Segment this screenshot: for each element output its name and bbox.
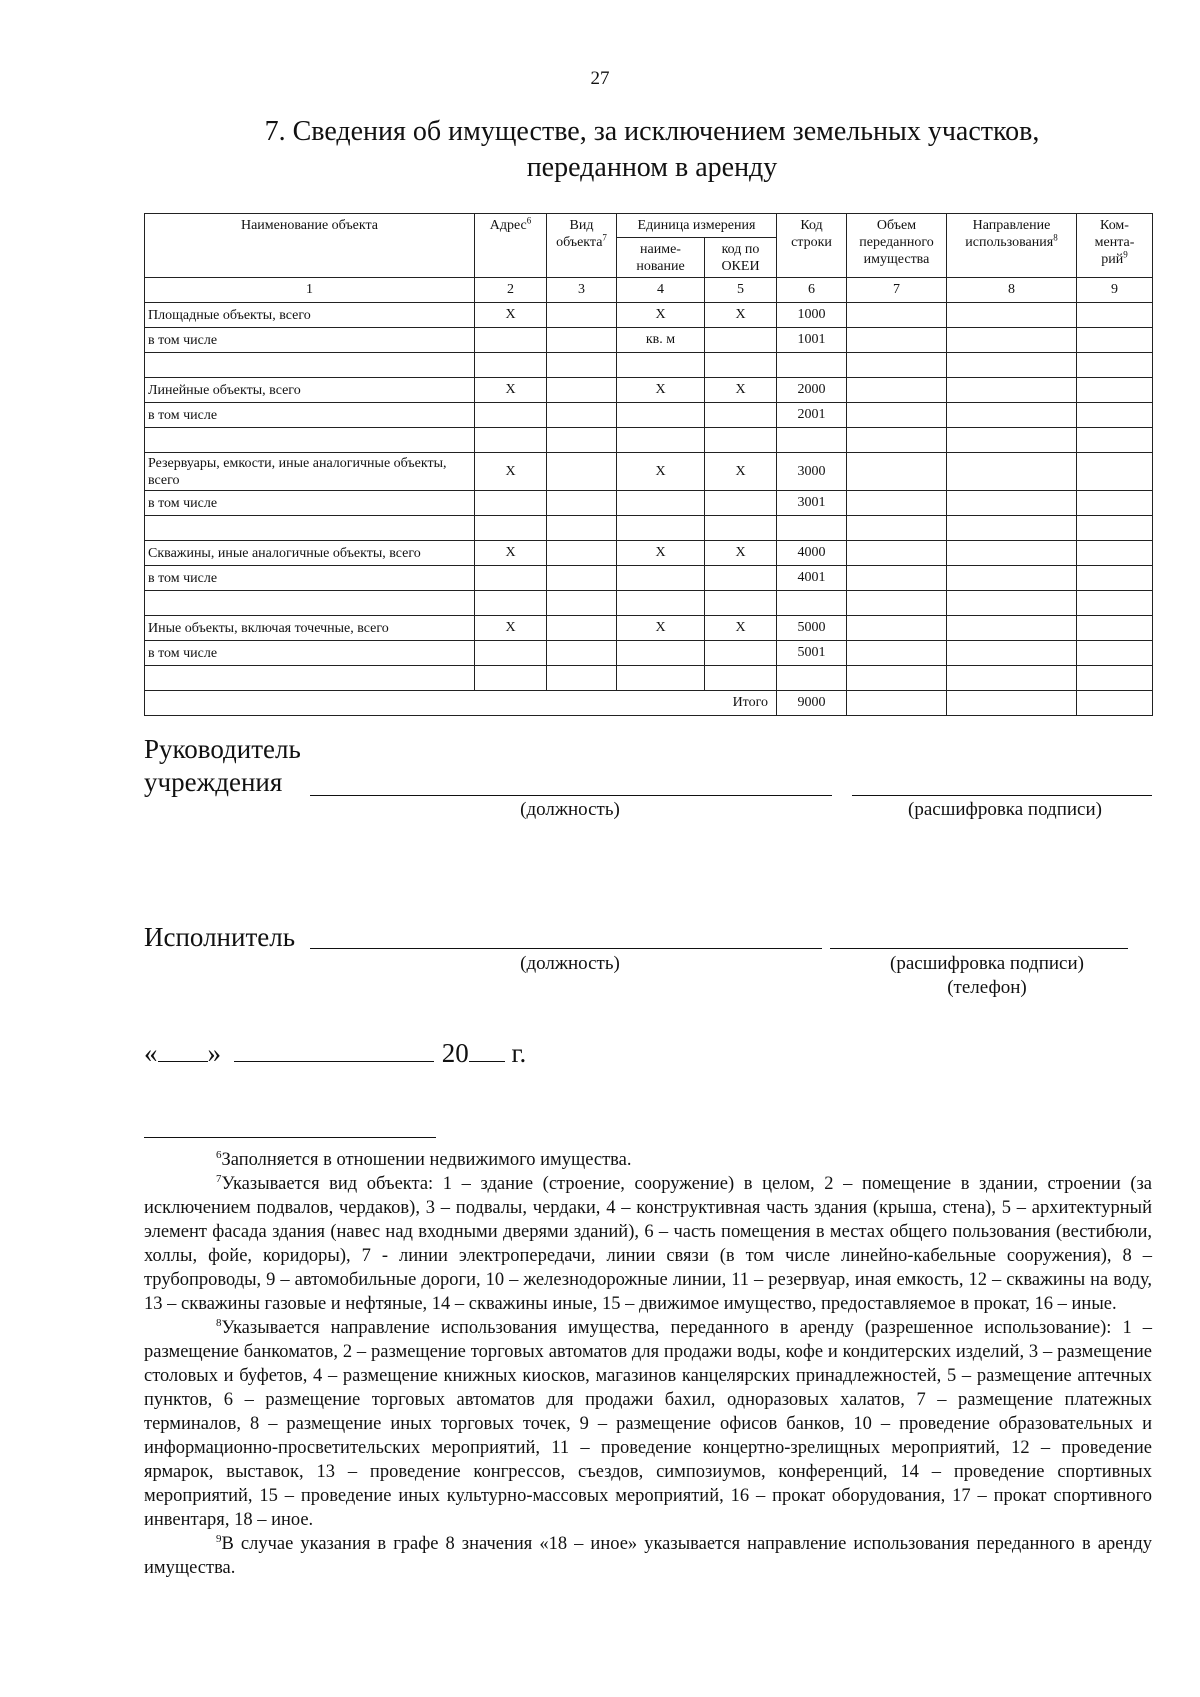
unit-name-cell: X — [617, 541, 705, 566]
executor-position-line[interactable] — [310, 948, 822, 949]
row-code-cell — [777, 666, 847, 691]
head-decoding-caption: (расшифровка подписи) — [908, 799, 1102, 820]
table-cell[interactable] — [947, 328, 1077, 353]
footnotes — [144, 1148, 1152, 1580]
table-cell[interactable] — [847, 591, 947, 616]
unit-code-cell — [705, 566, 777, 591]
table-row — [145, 328, 1153, 353]
table-cell[interactable] — [1077, 328, 1153, 353]
object-type-cell — [547, 491, 617, 516]
row-code-cell: 3000 — [777, 453, 847, 491]
address-cell — [475, 353, 547, 378]
unit-name-cell — [617, 666, 705, 691]
header-comment: Ком- мента- рий$^9$ — [1077, 214, 1153, 278]
object-name-cell: в том числе — [145, 328, 475, 353]
executor-decoding-caption: (расшифровка подписи) — [890, 953, 1084, 974]
header-object-type: Вид объекта$^7$ — [547, 214, 617, 278]
table-cell[interactable] — [947, 428, 1077, 453]
unit-name-cell — [617, 353, 705, 378]
object-type-cell — [547, 541, 617, 566]
unit-code-cell — [705, 428, 777, 453]
row-code-cell: 4001 — [777, 566, 847, 591]
month-blank[interactable] — [234, 1035, 434, 1062]
address-cell — [475, 641, 547, 666]
unit-name-cell — [617, 428, 705, 453]
table-cell[interactable] — [847, 566, 947, 591]
table-cell[interactable] — [947, 616, 1077, 641]
unit-name-cell — [617, 491, 705, 516]
table-cell[interactable] — [847, 403, 947, 428]
header-unit: Единица измерения — [617, 214, 777, 238]
column-number: 2 — [475, 278, 547, 303]
object-name-cell: в том числе — [145, 403, 475, 428]
unit-name-cell: X — [617, 303, 705, 328]
object-name-cell — [145, 353, 475, 378]
unit-code-cell — [705, 403, 777, 428]
unit-name-cell — [617, 591, 705, 616]
column-number: 1 — [145, 278, 475, 303]
table-row — [145, 403, 1153, 428]
object-type-cell — [547, 616, 617, 641]
day-blank[interactable] — [158, 1035, 208, 1062]
unit-name-cell: X — [617, 453, 705, 491]
object-type-cell — [547, 516, 617, 541]
table-cell[interactable] — [947, 378, 1077, 403]
unit-name-cell: X — [617, 378, 705, 403]
table-row — [145, 591, 1153, 616]
table-cell[interactable] — [1077, 378, 1153, 403]
object-name-cell: Площадные объекты, всего — [145, 303, 475, 328]
object-name-cell: в том числе — [145, 641, 475, 666]
object-type-cell — [547, 641, 617, 666]
table-cell[interactable] — [1077, 303, 1153, 328]
table-row — [145, 666, 1153, 691]
unit-code-cell — [705, 641, 777, 666]
date-close-quote: » — [207, 1038, 221, 1068]
total-row — [145, 691, 1153, 716]
table-cell[interactable] — [947, 566, 1077, 591]
unit-code-cell — [705, 591, 777, 616]
table-row — [145, 616, 1153, 641]
unit-name-cell — [617, 566, 705, 591]
table-row — [145, 566, 1153, 591]
address-cell: X — [475, 616, 547, 641]
table-cell[interactable] — [847, 491, 947, 516]
head-label-line-2: учреждения — [144, 767, 283, 797]
property-table — [144, 213, 1153, 716]
executor-signature-decoding-line[interactable] — [830, 948, 1128, 949]
table-cell[interactable] — [947, 491, 1077, 516]
column-number: 5 — [705, 278, 777, 303]
address-cell — [475, 516, 547, 541]
unit-code-cell — [705, 516, 777, 541]
footnote-9: $^9$В случае указания в графе 8 значения «18 – иное» указывается направление использования переданного в аренду имущества. — [144, 1532, 1152, 1578]
column-number: 7 — [847, 278, 947, 303]
executor-position-caption: (должность) — [520, 953, 620, 974]
table-cell[interactable] — [1077, 641, 1153, 666]
table-cell[interactable] — [847, 666, 947, 691]
table-row — [145, 491, 1153, 516]
object-type-cell — [547, 378, 617, 403]
table-cell[interactable] — [947, 591, 1077, 616]
total-code: 9000 — [777, 691, 847, 716]
date-line — [144, 1035, 526, 1069]
header-name: Наименование объекта — [145, 214, 475, 278]
address-cell — [475, 403, 547, 428]
object-name-cell: Резервуары, емкости, иные аналогичные объекты, всего — [145, 453, 475, 491]
row-code-cell: 5001 — [777, 641, 847, 666]
object-type-cell — [547, 303, 617, 328]
date-open-quote: « — [144, 1038, 158, 1068]
table-row — [145, 541, 1153, 566]
table-cell[interactable] — [947, 541, 1077, 566]
table-cell[interactable] — [947, 641, 1077, 666]
address-cell: X — [475, 378, 547, 403]
unit-code-cell — [705, 328, 777, 353]
table-cell[interactable] — [1077, 691, 1153, 716]
object-type-cell — [547, 428, 617, 453]
object-type-cell — [547, 353, 617, 378]
footnote-8: $^8$Указывается направление использования имущества, переданного в аренду (разрешенное использование): 1 – размещение банкоматов, 2 – размещение торговых автоматов для продажи воды, кофе и кондитерских изделий, 3 – размещение столовых и буфетов, 4 – размещение книжных киосков, магазинов канцелярских принадлежностей, 5 – размещение аптечных пунктов, 6 – размещение торговых автоматов для продажи бахил, одноразовых халатов, 7 – размещение платежных терминалов, 8 – размещение иных торговых точек, 9 – размещение офисов банков, 10 – проведение образовательных и информационно-просветительских мероприятий, 11 – проведение концертно-зрелищных мероприятий, 12 – проведение ярмарок, выставок, 13 – проведение конгрессов, съездов, симпозиумов, конференций, 14 – проведение спортивных мероприятий, 15 – проведение иных культурно-массовых мероприятий, 16 – прокат оборудования, 17 – прокат спортивного инвентаря, 18 – иное. — [144, 1316, 1152, 1530]
table-cell[interactable] — [1077, 666, 1153, 691]
footnote-6: $^6$Заполняется в отношении недвижимого имущества. — [216, 1148, 632, 1170]
table-cell[interactable] — [847, 641, 947, 666]
table-cell[interactable] — [1077, 541, 1153, 566]
unit-code-cell: X — [705, 616, 777, 641]
head-label — [144, 733, 301, 799]
unit-code-cell — [705, 353, 777, 378]
row-code-cell: 1001 — [777, 328, 847, 353]
header-unit-okei-code: код по ОКЕИ — [705, 238, 777, 278]
table-cell[interactable] — [847, 353, 947, 378]
row-code-cell: 4000 — [777, 541, 847, 566]
table-row — [145, 303, 1153, 328]
executor-phone-caption: (телефон) — [947, 977, 1027, 998]
footnote-separator — [144, 1137, 436, 1138]
table-row — [145, 516, 1153, 541]
header-address: Адрес$^6$ — [475, 214, 547, 278]
year-suffix: г. — [511, 1038, 527, 1068]
table-cell[interactable] — [947, 453, 1077, 491]
table-cell[interactable] — [847, 616, 947, 641]
object-type-cell — [547, 566, 617, 591]
row-code-cell: 5000 — [777, 616, 847, 641]
table-cell[interactable] — [947, 353, 1077, 378]
address-cell: X — [475, 541, 547, 566]
table-cell[interactable] — [947, 516, 1077, 541]
column-number: 6 — [777, 278, 847, 303]
table-row — [145, 378, 1153, 403]
table-cell[interactable] — [847, 303, 947, 328]
table-cell[interactable] — [1077, 616, 1153, 641]
address-cell — [475, 328, 547, 353]
section-title — [140, 114, 1164, 186]
head-position-caption: (должность) — [520, 799, 620, 820]
unit-name-cell: X — [617, 616, 705, 641]
object-name-cell — [145, 428, 475, 453]
table-cell[interactable] — [847, 453, 947, 491]
column-number: 9 — [1077, 278, 1153, 303]
address-cell — [475, 666, 547, 691]
table-row — [145, 428, 1153, 453]
table-cell[interactable] — [1077, 516, 1153, 541]
unit-code-cell — [705, 491, 777, 516]
object-name-cell — [145, 666, 475, 691]
head-label-line-1: Руководитель — [144, 734, 301, 764]
address-cell — [475, 428, 547, 453]
column-number: 4 — [617, 278, 705, 303]
table-cell[interactable] — [847, 328, 947, 353]
table-cell[interactable] — [847, 691, 947, 716]
address-cell — [475, 591, 547, 616]
object-type-cell — [547, 666, 617, 691]
address-cell — [475, 491, 547, 516]
object-name-cell: Скважины, иные аналогичные объекты, всего — [145, 541, 475, 566]
unit-code-cell — [705, 666, 777, 691]
object-type-cell — [547, 591, 617, 616]
table-cell[interactable] — [1077, 453, 1153, 491]
table-row — [145, 641, 1153, 666]
row-code-cell: 2001 — [777, 403, 847, 428]
year-prefix: 20 — [441, 1038, 469, 1068]
object-name-cell — [145, 591, 475, 616]
head-position-line[interactable] — [310, 795, 832, 796]
header-unit-name: наиме- нование — [617, 238, 705, 278]
row-code-cell: 3001 — [777, 491, 847, 516]
total-label: Итого — [145, 691, 777, 716]
object-name-cell: Линейные объекты, всего — [145, 378, 475, 403]
address-cell: X — [475, 303, 547, 328]
row-code-cell — [777, 353, 847, 378]
object-name-cell: в том числе — [145, 566, 475, 591]
table-cell[interactable] — [1077, 591, 1153, 616]
table-cell[interactable] — [1077, 428, 1153, 453]
footnote-7: $^7$Указывается вид объекта: 1 – здание (строение, сооружение) в целом, 2 – помещение в здании, строении (за исключением подвалов, чердаков), 3 – подвалы, чердаки, 4 – конструктивная часть здания (крыша, стена), 5 – архитектурный элемент фасада здания (навес над входными дверями зданий), 6 – часть помещения в местах общего пользования (вестибюли, холлы, фойе, коридоры), 7 - линии электропередачи, линии связи (в том числе линейно-кабельные сооружения), 8 – трубопроводы, 9 – автомобильные дороги, 10 – железнодорожные линии, 11 – резервуар, иная емкость, 12 – скважины на воду, 13 – скважины газовые и нефтяные, 14 – скважины иные, 15 – движимое имущество, предоставляемое в прокат, 16 – иные. — [144, 1172, 1152, 1314]
unit-name-cell — [617, 516, 705, 541]
table-row — [145, 353, 1153, 378]
section-title-line-2: переданном в аренду — [526, 152, 778, 183]
column-number: 3 — [547, 278, 617, 303]
unit-code-cell: X — [705, 453, 777, 491]
table-cell[interactable] — [947, 303, 1077, 328]
table-row — [145, 453, 1153, 491]
header-direction: Направление использования$^8$ — [947, 214, 1077, 278]
object-name-cell — [145, 516, 475, 541]
year-blank[interactable] — [469, 1035, 505, 1062]
table-cell[interactable] — [947, 666, 1077, 691]
table-cell[interactable] — [847, 541, 947, 566]
unit-code-cell: X — [705, 303, 777, 328]
address-cell — [475, 566, 547, 591]
object-type-cell — [547, 453, 617, 491]
table-cell[interactable] — [1077, 403, 1153, 428]
object-type-cell — [547, 403, 617, 428]
column-number: 8 — [947, 278, 1077, 303]
table-cell[interactable] — [847, 516, 947, 541]
row-code-cell — [777, 591, 847, 616]
object-name-cell: в том числе — [145, 491, 475, 516]
unit-code-cell: X — [705, 541, 777, 566]
table-cell[interactable] — [1077, 566, 1153, 591]
object-type-cell — [547, 328, 617, 353]
unit-name-cell — [617, 403, 705, 428]
table-cell[interactable] — [947, 691, 1077, 716]
unit-name-cell: кв. м — [617, 328, 705, 353]
object-name-cell: Иные объекты, включая точечные, всего — [145, 616, 475, 641]
table-cell[interactable] — [947, 403, 1077, 428]
unit-code-cell: X — [705, 378, 777, 403]
page-number: 27 — [590, 68, 610, 89]
row-code-cell: 2000 — [777, 378, 847, 403]
table-cell[interactable] — [1077, 353, 1153, 378]
address-cell: X — [475, 453, 547, 491]
table-cell[interactable] — [847, 428, 947, 453]
column-numbers-row — [145, 278, 1153, 303]
row-code-cell: 1000 — [777, 303, 847, 328]
executor-label: Исполнитель — [144, 922, 296, 952]
section-title-line-1: 7. Сведения об имуществе, за исключением земельных участков, — [264, 116, 1040, 147]
header-volume: Объем переданного имущества — [847, 214, 947, 278]
table-cell[interactable] — [1077, 491, 1153, 516]
head-signature-decoding-line[interactable] — [852, 795, 1152, 796]
row-code-cell — [777, 428, 847, 453]
row-code-cell — [777, 516, 847, 541]
header-row-code: Код строки — [777, 214, 847, 278]
table-cell[interactable] — [847, 378, 947, 403]
unit-name-cell — [617, 641, 705, 666]
